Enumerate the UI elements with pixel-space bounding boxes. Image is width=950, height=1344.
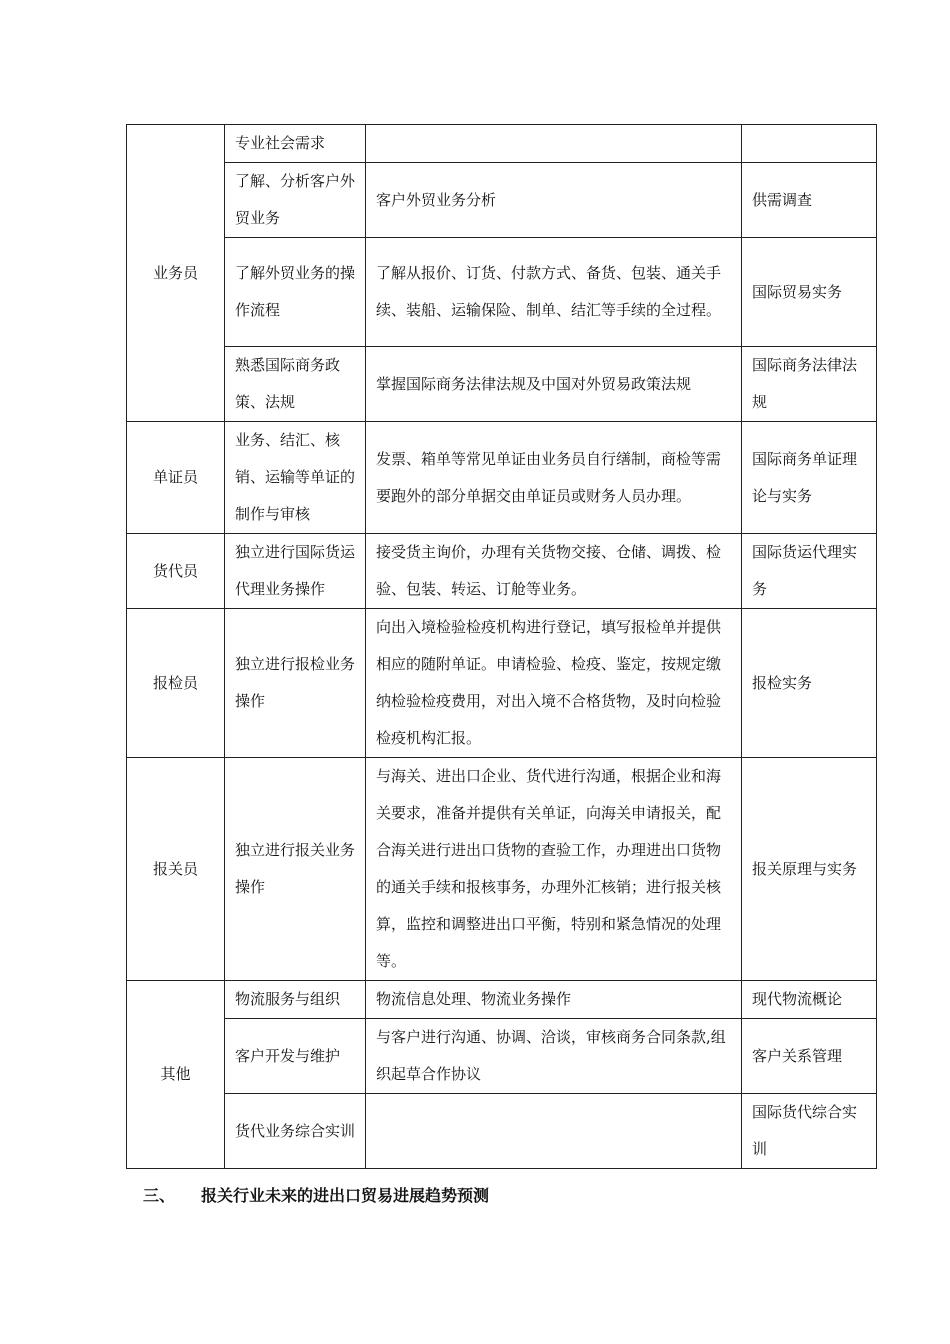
course-cell: 报检实务	[742, 609, 877, 758]
section-number: 三、	[143, 1186, 176, 1205]
table-row	[127, 758, 877, 981]
table-row	[127, 609, 877, 758]
content-cell: 与海关、进出口企业、货代进行沟通，根据企业和海关要求，准备并提供有关单证，向海关申请报关，配合海关进行进出口货物的查验工作，办理进出口货物的通关手续和报核事务，办理外汇核销；进行报关核算，监控和调整进出口平衡，特别和紧急情况的处理等。	[366, 758, 742, 981]
content-cell: 向出入境检验检疫机构进行登记，填写报检单并提供相应的随附单证。申请检验、检疫、鉴定，按规定缴纳检验检疫费用，对出入境不合格货物，及时向检验检疫机构汇报。	[366, 609, 742, 758]
table-row	[127, 1019, 877, 1094]
role-cell: 单证员	[127, 422, 225, 534]
section-heading	[143, 1183, 489, 1206]
section-title: 报关行业未来的进出口贸易进展趋势预测	[201, 1186, 490, 1205]
course-cell: 国际商务法律法规	[742, 347, 877, 422]
role-cell: 业务员	[127, 125, 225, 422]
course-cell: 现代物流概论	[742, 981, 877, 1019]
skill-cell: 了解外贸业务的操作流程	[225, 238, 366, 347]
course-cell: 国际货运代理实务	[742, 534, 877, 609]
role-cell: 货代员	[127, 534, 225, 609]
skill-cell: 客户开发与维护	[225, 1019, 366, 1094]
course-cell: 报关原理与实务	[742, 758, 877, 981]
course-cell: 客户关系管理	[742, 1019, 877, 1094]
table-row	[127, 981, 877, 1019]
table-row	[127, 347, 877, 422]
skill-cell: 专业社会需求	[225, 125, 366, 163]
table-row	[127, 238, 877, 347]
content-cell	[366, 125, 742, 163]
content-cell: 掌握国际商务法律法规及中国对外贸易政策法规	[366, 347, 742, 422]
table-row	[127, 163, 877, 238]
skill-cell: 独立进行国际货运代理业务操作	[225, 534, 366, 609]
role-cell: 报检员	[127, 609, 225, 758]
skill-cell: 熟悉国际商务政策、法规	[225, 347, 366, 422]
course-cell: 国际货代综合实训	[742, 1094, 877, 1169]
content-cell: 发票、箱单等常见单证由业务员自行缮制，商检等需要跑外的部分单据交由单证员或财务人员办理。	[366, 422, 742, 534]
skill-cell: 独立进行报检业务操作	[225, 609, 366, 758]
content-cell: 了解从报价、订货、付款方式、备货、包装、通关手续、装船、运输保险、制单、结汇等手续的全过程。	[366, 238, 742, 347]
course-cell	[742, 125, 877, 163]
skills-table	[126, 124, 877, 1169]
skill-cell: 货代业务综合实训	[225, 1094, 366, 1169]
table-row	[127, 1094, 877, 1169]
skill-cell: 物流服务与组织	[225, 981, 366, 1019]
table-row	[127, 422, 877, 534]
skill-cell: 业务、结汇、核销、运输等单证的制作与审核	[225, 422, 366, 534]
content-cell: 接受货主询价，办理有关货物交接、仓储、调拨、检验、包装、转运、订舱等业务。	[366, 534, 742, 609]
content-cell	[366, 1094, 742, 1169]
course-cell: 国际商务单证理论与实务	[742, 422, 877, 534]
table-row	[127, 125, 877, 163]
course-cell: 国际贸易实务	[742, 238, 877, 347]
content-cell: 物流信息处理、物流业务操作	[366, 981, 742, 1019]
course-cell: 供需调查	[742, 163, 877, 238]
role-cell: 报关员	[127, 758, 225, 981]
skill-cell: 了解、分析客户外贸业务	[225, 163, 366, 238]
skill-cell: 独立进行报关业务操作	[225, 758, 366, 981]
table-row	[127, 534, 877, 609]
content-cell: 客户外贸业务分析	[366, 163, 742, 238]
content-cell: 与客户进行沟通、协调、洽谈，审核商务合同条款,组织起草合作协议	[366, 1019, 742, 1094]
role-cell: 其他	[127, 981, 225, 1169]
